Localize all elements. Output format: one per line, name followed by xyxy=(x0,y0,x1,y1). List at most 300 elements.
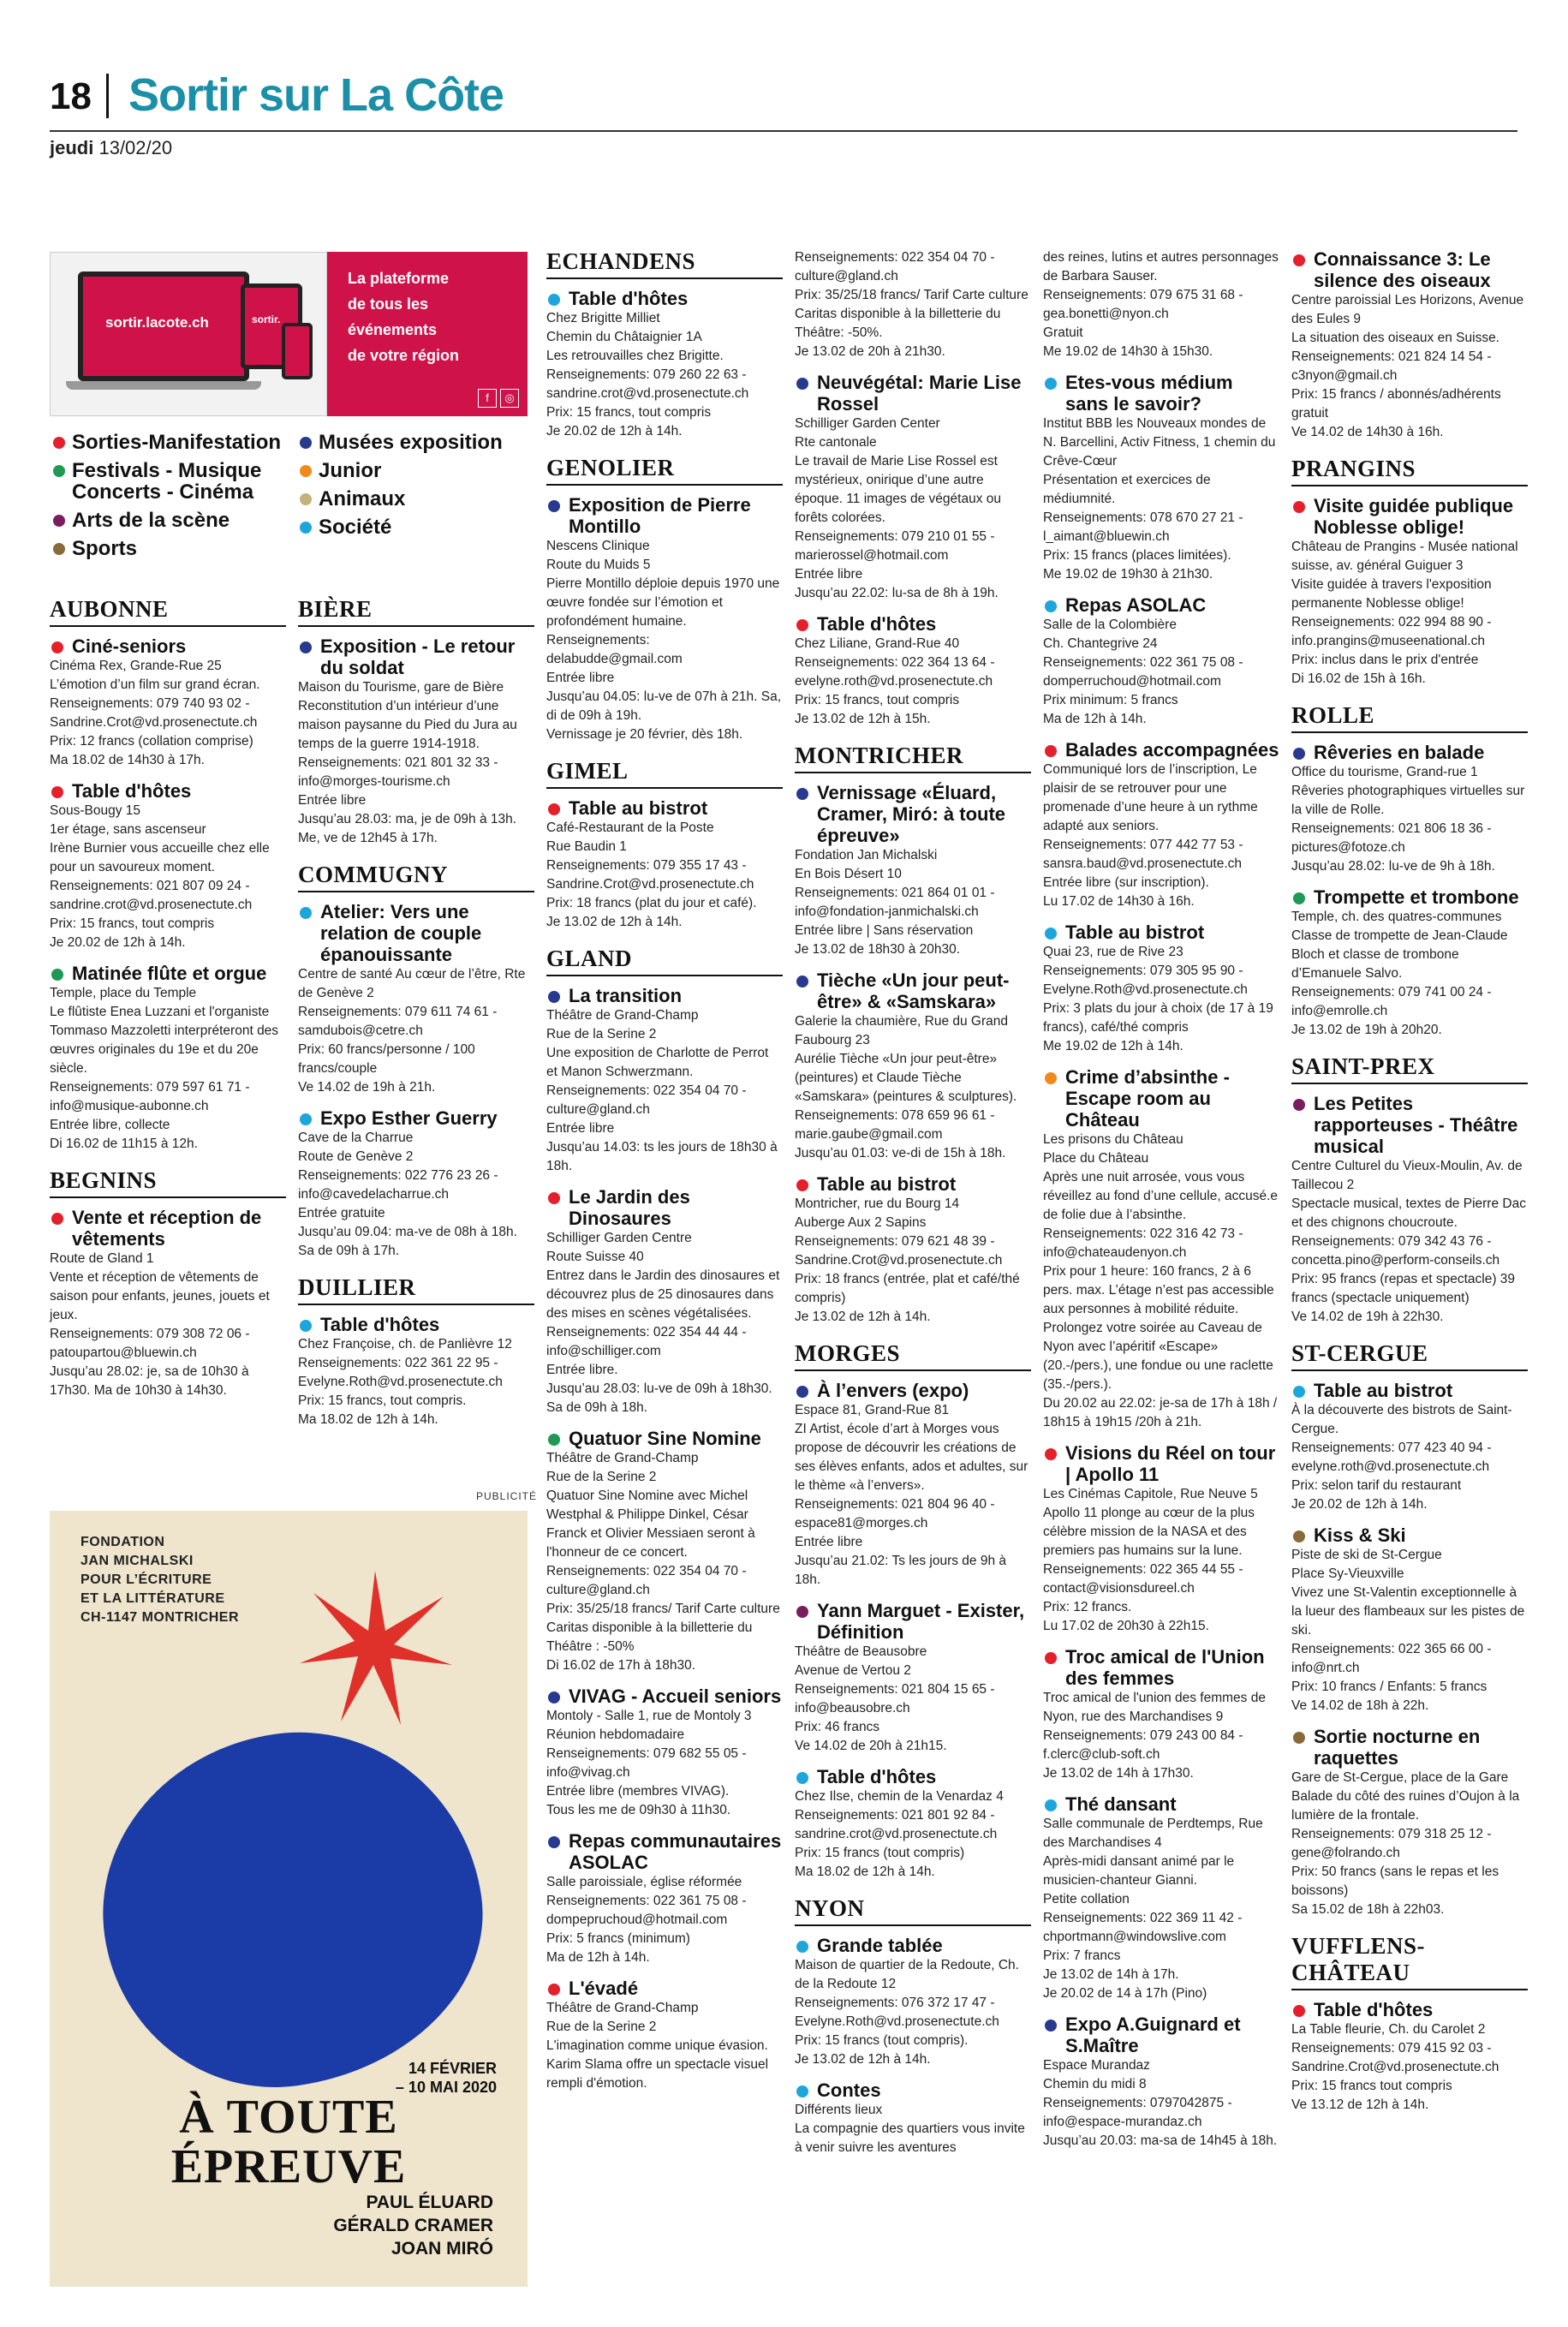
event-details: La Table fleurie, Ch. du Carolet 2 Renseignements: 079 415 92 03 - Sandrine.Crot@vd.prosenectute.ch Prix: 15 francs tout compris Ve 13.12 de 12h à 14h. xyxy=(1291,2022,1499,2112)
sortir-lacote-ad[interactable] xyxy=(50,252,528,416)
event-details: Chez Brigitte Milliet Chemin du Châtaignier 1A Les retrouvailles chez Brigitte. Renseignements: 079 260 22 63 - sandrine.crot@vd.prosenectute.ch Prix: 15 francs, tout compris Je 20.02 de 12h à 14h. xyxy=(546,311,749,439)
category-dot-icon xyxy=(1045,1652,1057,1664)
category-dot-icon xyxy=(300,465,312,477)
category-dot-icon xyxy=(300,907,312,919)
category-dot-icon xyxy=(796,378,808,390)
category-dot-icon xyxy=(1045,1072,1057,1084)
category-dot-icon xyxy=(1045,745,1057,757)
event-listing xyxy=(795,1173,1031,1327)
red-star-icon xyxy=(289,1562,461,1733)
event-title-text: Visite guidée publique Noblesse oblige! xyxy=(1314,495,1514,538)
page-number: 18 xyxy=(50,75,92,117)
category-dot-icon xyxy=(1293,1732,1305,1744)
event-title-text: Trompette et trombone xyxy=(1314,886,1519,908)
fondation-michalski-ad[interactable] xyxy=(50,1511,528,2287)
event-details: Nescens Clinique Route du Muids 5 Pierre Montillo déploie depuis 1970 une œuvre fondée sur l’émotion et profondément humaine. Renseignements: delabudde@gmail.com Entrée libre Jusqu’au 04.05: lu-ve de 07h à 21h. Sa, di de 09h à 19h. Vernissage je 20 février, dès 18h. xyxy=(546,539,782,742)
town-heading: GIMEL xyxy=(546,758,783,789)
event-details: Théâtre de Grand-Champ Rue de la Serine 2 Une exposition de Charlotte de Perrot et Manon Schwerzmann. Renseignements: 022 354 04 70 - culture@gland.ch Entrée libre Jusqu’au 14.03: ts les jours de 18h30 à 18h. xyxy=(546,1008,778,1173)
event-details: Les Cinémas Capitole, Rue Neuve 5 Apollo 11 plonge au cœur de la plus célèbre mission de la NASA et des premiers pas humains sur la lune. Renseignements: 022 365 44 55 - contact@visionsdureel.ch Prix: 12 francs. Lu 17.02 de 20h30 à 22h15. xyxy=(1043,1487,1258,1633)
category-dot-icon xyxy=(1045,1448,1057,1460)
event-title xyxy=(50,780,286,802)
event-title-text: Kiss & Ski xyxy=(1314,1524,1406,1546)
event-title-text: Table au bistrot xyxy=(1065,922,1205,943)
town-heading: AUBONNE xyxy=(50,596,286,627)
event-details: Montricher, rue du Bourg 14 Auberge Aux 2 Sapins Renseignements: 079 621 48 39 - Sandrine.Crot@vd.prosenectute.ch Prix: 18 francs (entrée, plat et café/thé compris) Je 13.02 de 12h à 14h. xyxy=(795,1196,1020,1324)
event-title xyxy=(795,1935,1031,1956)
legend-label: Junior xyxy=(319,459,382,482)
legend-label: Festivals - Musique xyxy=(72,459,262,482)
category-dot-icon xyxy=(548,1692,560,1703)
event-title xyxy=(546,1428,783,1449)
event-details: Centre Culturel du Vieux-Moulin, Av. de Taillecou 2 Spectacle musical, textes de Pierre Dac et des chignons choucroute. Renseignements: 079 342 43 76 - concetta.pino@perform-conseils.ch Prix: 95 francs (repas et spectacle) 39 francs (spectacle uniquement) Ve 14.02 de 19h à 22h30. xyxy=(1291,1159,1526,1324)
event-title-text: Sortie nocturne en raquettes xyxy=(1314,1726,1481,1769)
event-listing xyxy=(1291,742,1528,876)
event-details: Troc amical de l'union des femmes de Nyon, rue des Marchandises 9 Renseignements: 079 243 00 84 - f.clerc@club-soft.ch Je 13.02 de 14h à 17h30. xyxy=(1043,1691,1266,1781)
event-title xyxy=(795,2079,1031,2101)
event-details: Fondation Jan Michalski En Bois Désert 10 Renseignements: 021 864 01 01 - info@fondation-janmichalski.ch Entrée libre | Sans réservation Je 13.02 de 18h30 à 20h30. xyxy=(795,848,995,957)
event-title xyxy=(1043,1442,1279,1485)
category-dot-icon xyxy=(548,1984,560,1996)
event-details: Salle communale de Perdtemps, Rue des Marchandises 4 Après-midi dansant animé par le musicien-chanteur Gianni. Petite collation Renseignements: 022 369 11 42 - chportmann@windowslive.com Prix: 7 francs Je 13.02 de 14h à 17h. Je 20.02 de 14 à 17h (Pino) xyxy=(1043,1817,1263,2001)
event-title xyxy=(795,1766,1031,1787)
event-title-text: Connaissance 3: Le silence des oiseaux xyxy=(1314,248,1491,291)
event-listing xyxy=(298,1314,534,1429)
column-1 xyxy=(50,596,286,1411)
laptop-base xyxy=(66,381,261,390)
category-dot-icon xyxy=(300,1320,312,1332)
category-dot-icon xyxy=(300,641,312,653)
event-title-text: Crime d’absinthe - Escape room au Château xyxy=(1065,1066,1230,1131)
category-dot-icon xyxy=(1045,1799,1057,1811)
event-details: Chez Liliane, Grand-Rue 40 Renseignements: 022 364 13 64 - evelyne.roth@vd.prosenectute.ch Prix: 15 francs, tout compris Je 13.02 de 12h à 15h. xyxy=(795,636,995,726)
event-listing xyxy=(795,970,1031,1163)
category-dot-icon xyxy=(51,641,63,653)
legend-item xyxy=(51,538,281,559)
category-dot-icon xyxy=(1045,378,1057,390)
exhibition-title-line2: ÉPREUVE xyxy=(170,2140,407,2193)
event-title-text: Exposition - Le retour du soldat xyxy=(320,635,516,678)
event-title xyxy=(795,1380,1031,1401)
event-listing xyxy=(546,1830,783,1967)
legend-label: Arts de la scène xyxy=(72,509,230,532)
event-details: Renseignements: 022 354 04 70 - culture@gland.ch Prix: 35/25/18 francs/ Tarif Carte culture Caritas disponible à la billetterie du Théâtre: -50%. Je 13.02 de 20h à 21h30. xyxy=(795,250,1028,359)
legend-item xyxy=(51,510,281,531)
dateline xyxy=(50,137,172,159)
event-title xyxy=(546,797,783,819)
event-title xyxy=(546,1830,783,1873)
category-dot-icon xyxy=(300,493,312,505)
category-dot-icon xyxy=(51,786,63,798)
event-listing xyxy=(795,248,1031,361)
event-details: Espace 81, Grand-Rue 81 ZI Artist, école d’art à Morges vous propose de découvrir les créations de ses élèves enfants, ados et adultes, sur le thème «à l’envers». Renseignements: 021 804 96 40 - espace81@morges.ch Entrée libre Jusqu’au 21.02: Ts les jours de 9h à 18h. xyxy=(795,1403,1028,1587)
event-details: Théâtre de Grand-Champ Rue de la Serine 2 Quatuor Sine Nomine avec Michel Westphal & Philippe Dinkel, César Franck et Olivier Messiaen seront à l'honneur de ce concert. Renseignements: 022 354 04 70 - culture@gland.ch Prix: 35/25/18 francs/ Tarif Carte culture Caritas disponible à la billetterie du Théâtre : -50% Di 16.02 de 17h à 18h30. xyxy=(546,1451,780,1673)
date-label: 13/02/20 xyxy=(98,137,173,158)
event-title-text: Etes-vous médium sans le savoir? xyxy=(1065,372,1233,415)
category-dot-icon xyxy=(300,522,312,534)
event-title xyxy=(546,494,783,537)
event-listing xyxy=(795,782,1031,959)
category-dot-icon xyxy=(548,1192,560,1204)
event-listing xyxy=(1043,1793,1279,2003)
event-title xyxy=(795,372,1031,415)
category-dot-icon xyxy=(796,976,808,987)
event-details: Salle paroissiale, église réformée Renseignements: 022 361 75 08 - dompерruchoud@hotmail.com Prix: 5 francs (minimum) Ma de 12h à 14h. xyxy=(546,1875,747,1965)
tablet-text: sortir. xyxy=(252,313,281,325)
event-listing xyxy=(795,1600,1031,1756)
event-title-text: Le Jardin des Dinosaures xyxy=(569,1186,690,1229)
event-title-text: La transition xyxy=(569,985,683,1006)
category-dot-icon xyxy=(1045,2020,1057,2032)
publicite-label: PUBLICITÉ xyxy=(476,1490,538,1502)
category-dot-icon xyxy=(1293,254,1305,266)
event-details: Galerie la chaumière, Rue du Grand Faubourg 23 Aurélie Tièche «Un jour peut-être» (peintures) et Claude Tièche «Samskara» (peintures & sculptures). Renseignements: 078 659 96 61 - marie.gaube@gmail.com Jusqu’au 01.03: ve-di de 15h à 18h. xyxy=(795,1014,1017,1161)
event-listing xyxy=(50,635,286,770)
event-title xyxy=(1291,742,1528,763)
event-title xyxy=(546,1686,783,1707)
event-title-text: Matinée flûte et orgue xyxy=(72,963,267,984)
event-title xyxy=(795,613,1031,635)
category-dot-icon xyxy=(1293,501,1305,513)
category-dot-icon xyxy=(1293,748,1305,760)
event-listing xyxy=(546,1428,783,1675)
category-dot-icon xyxy=(796,1772,808,1784)
event-details: Maison de quartier de la Redoute, Ch. de la Redoute 12 Renseignements: 076 372 17 47 - Evelyne.Roth@vd.prosenectute.ch Prix: 15 francs (tout compris). Je 13.02 de 12h à 14h. xyxy=(795,1958,1019,2067)
event-title xyxy=(298,635,534,678)
category-dot-icon xyxy=(796,1606,808,1618)
event-details: Cave de la Charrue Route de Genève 2 Renseignements: 022 776 23 26 - info@cavedelacharrue.ch Entrée gratuite Jusqu’au 09.04: ma-ve de 08h à 18h. Sa de 09h à 17h. xyxy=(298,1131,517,1258)
event-title xyxy=(795,1600,1031,1643)
event-title xyxy=(795,1173,1031,1195)
event-title-text: Les Petites rapporteuses - Théâtre musical xyxy=(1314,1093,1518,1157)
event-title-text: Contes xyxy=(817,2079,881,2101)
event-listing xyxy=(1291,1380,1528,1514)
event-details: Espace Murandaz Chemin du midi 8 Renseignements: 0797042875 - info@espace-murandaz.ch Jusqu’au 20.03: ma-sa de 14h45 à 18h. xyxy=(1043,2058,1278,2148)
town-heading: MONTRICHER xyxy=(795,743,1031,773)
column-2 xyxy=(298,596,534,1440)
event-listing xyxy=(546,1186,783,1417)
legend-item xyxy=(298,488,503,510)
category-legend-right xyxy=(298,432,503,545)
event-details: Office du tourisme, Grand-rue 1 Rêveries photographiques virtuelles sur la ville de Rolle. Renseignements: 021 806 18 36 - pictures@fotoze.ch Jusqu’au 28.02: lu-ve de 9h à 18h. xyxy=(1291,765,1525,874)
event-listing xyxy=(1043,248,1279,361)
event-listing xyxy=(1043,1066,1279,1432)
exhibition-artists: PAUL ÉLUARD GÉRALD CRAMER JOAN MIRÓ xyxy=(333,2193,493,2258)
event-title xyxy=(1043,2014,1279,2056)
town-heading: MORGES xyxy=(795,1340,1031,1371)
town-heading: BEGNINS xyxy=(50,1167,286,1198)
category-dot-icon xyxy=(1045,928,1057,940)
event-listing xyxy=(546,797,783,932)
category-dot-icon xyxy=(796,1179,808,1191)
exhibition-dates: 14 FÉVRIER – 10 MAI 2020 xyxy=(395,2060,497,2096)
event-title-text: Thé dansant xyxy=(1065,1793,1177,1815)
category-dot-icon xyxy=(51,1213,63,1225)
blue-blob-artwork xyxy=(80,1709,504,2109)
legend-label: Sorties-Manifestation xyxy=(72,431,282,454)
town-heading: VUFFLENS-CHÂTEAU xyxy=(1291,1933,1528,1990)
category-dot-icon xyxy=(796,1941,808,1953)
event-title-text: Rêveries en balade xyxy=(1314,742,1485,763)
event-listing xyxy=(50,1207,286,1400)
event-details: Montoly - Salle 1, rue de Montoly 3 Réunion hebdomadaire Renseignements: 079 682 55 05 - info@vivag.ch Entrée libre (membres VIVAG). Tous les me de 09h30 à 11h30. xyxy=(546,1709,752,1817)
event-listing xyxy=(546,1978,783,2093)
event-title xyxy=(1291,495,1528,538)
legend-label: Société xyxy=(319,516,392,539)
event-title xyxy=(795,782,1031,846)
event-details: Maison du Tourisme, gare de Bière Reconstitution d’un intérieur d’une maison paysanne du Pied du Jura au temps de la guerre 1914-1918. Renseignements: 021 801 32 33 - info@morges-tourisme.ch Entrée libre Jusqu’au 28.03: ma, je de 09h à 13h. Me, ve de 12h45 à 17h. xyxy=(298,680,517,845)
event-listing xyxy=(795,372,1031,603)
event-title-text: À l’envers (expo) xyxy=(817,1380,969,1401)
event-details: À la découverte des bistrots de Saint-Cergue. Renseignements: 077 423 40 94 - evelyne.roth@vd.prosenectute.ch Prix: selon tarif du restaurant Je 20.02 de 12h à 14h. xyxy=(1291,1403,1512,1512)
event-listing xyxy=(1291,248,1528,442)
foundation-name: FONDATION JAN MICHALSKI POUR L’ÉCRITURE ET LA LITTÉRATURE CH-1147 MONTRICHER xyxy=(80,1535,240,1625)
event-title-text: Neuvégétal: Marie Lise Rossel xyxy=(817,372,1022,415)
event-title-text: Troc amical de l'Union des femmes xyxy=(1065,1646,1265,1689)
event-listing xyxy=(1291,1524,1528,1715)
event-title xyxy=(50,1207,286,1250)
event-title xyxy=(1291,1380,1528,1401)
event-details: Théâtre de Grand-Champ Rue de la Serine 2 L'imagination comme unique évasion. Karim Slama offre un spectacle visuel rempli d'émotion. xyxy=(546,2001,769,2091)
event-listing xyxy=(50,780,286,952)
event-title-text: Ciné-seniors xyxy=(72,635,187,657)
event-listing xyxy=(1043,1442,1279,1636)
event-listing xyxy=(1291,495,1528,689)
event-title-text: Yann Marguet - Exister, Définition xyxy=(817,1600,1025,1643)
category-dot-icon xyxy=(51,969,63,981)
town-heading: ECHANDENS xyxy=(546,248,783,279)
event-title xyxy=(1043,372,1279,415)
legend-label: Musées exposition xyxy=(319,431,503,454)
event-title-text: Vente et réception de vêtements xyxy=(72,1207,262,1250)
event-listing xyxy=(298,635,534,848)
town-heading: NYON xyxy=(795,1895,1031,1926)
event-title xyxy=(298,1314,534,1335)
category-dot-icon xyxy=(300,1113,312,1125)
town-heading: SAINT-PREX xyxy=(1291,1053,1528,1084)
event-title-text: Table au bistrot xyxy=(817,1173,957,1195)
category-dot-icon xyxy=(53,515,65,527)
event-title-text: Table d'hôtes xyxy=(817,613,937,635)
event-title xyxy=(1291,886,1528,908)
category-dot-icon xyxy=(53,465,65,477)
legend-item xyxy=(51,432,281,453)
column-3 xyxy=(546,248,783,2103)
event-listing xyxy=(1043,594,1279,729)
event-listing xyxy=(795,1766,1031,1882)
event-listing xyxy=(1043,739,1279,911)
category-dot-icon xyxy=(548,1434,560,1446)
event-title xyxy=(1043,922,1279,943)
category-dot-icon xyxy=(1293,1386,1305,1398)
town-heading: PRANGINS xyxy=(1291,456,1528,486)
event-listing xyxy=(1291,886,1528,1040)
legend-label: Animaux xyxy=(319,487,406,510)
event-details: Piste de ski de St-Cergue Place Sy-Vieuxville Vivez une St-Valentin exceptionnelle à la lueur des flambeaux sur les pistes de ski. Renseignements: 022 365 66 00 - info@nrt.ch Prix: 10 francs / Enfants: 5 francs Ve 14.02 de 18h à 22h. xyxy=(1291,1548,1525,1713)
event-title-text: L'évadé xyxy=(569,1978,639,1999)
event-listing xyxy=(1043,2014,1279,2151)
event-title-text: Repas communautaires ASOLAC xyxy=(569,1830,782,1873)
town-heading: ST-CERGUE xyxy=(1291,1340,1528,1371)
category-dot-icon xyxy=(548,294,560,306)
event-listing xyxy=(795,1380,1031,1590)
event-details: Quai 23, rue de Rive 23 Renseignements: 079 305 95 90 - Evelyne.Roth@vd.prosenectute.ch Prix: 3 plats du jour à choix (de 17 à 19 francs), café/thé compris Me 19.02 de 12h à 14h. xyxy=(1043,945,1273,1053)
event-listing xyxy=(546,288,783,441)
legend-label: Concerts - Cinéma xyxy=(72,480,254,504)
event-details: Route de Gland 1 Vente et réception de vêtements de saison pour enfants, jeunes, jouets et jeux. Renseignements: 079 308 72 06 - patoupartou@bluewin.ch Jusqu’au 28.02: je, sa de 10h30 à 17h30. Ma de 10h30 à 14h30. xyxy=(50,1251,270,1398)
column-6 xyxy=(1291,248,1528,2125)
category-dot-icon xyxy=(548,500,560,512)
category-dot-icon xyxy=(796,1386,808,1398)
category-dot-icon xyxy=(1293,1099,1305,1111)
town-heading: DUILLIER xyxy=(298,1274,534,1305)
event-details: Café-Restaurant de la Poste Rue Baudin 1 Renseignements: 079 355 17 43 - Sandrine.Crot@vd.prosenectute.ch Prix: 18 francs (plat du jour et café). Je 13.02 de 12h à 14h. xyxy=(546,820,757,929)
day-label: jeudi xyxy=(50,137,94,158)
category-dot-icon xyxy=(53,543,65,555)
category-dot-icon xyxy=(1293,1530,1305,1542)
event-title-text: Repas ASOLAC xyxy=(1065,594,1207,616)
event-title-text: Table d'hôtes xyxy=(72,780,192,802)
facebook-icon[interactable]: f xyxy=(478,389,497,408)
event-listing xyxy=(50,963,286,1154)
event-title xyxy=(1291,1999,1528,2020)
event-listing xyxy=(795,2079,1031,2157)
event-details: Institut BBB les Nouveaux mondes de N. Barcellini, Activ Fitness, 1 chemin du Crêve-Cœur Présentation et exercices de médiumnité. Renseignements: 078 670 27 21 - l_aimant@bluewin.ch Prix: 15 francs (places limitées). Me 19.02 de 19h30 à 21h30. xyxy=(1043,416,1276,582)
category-dot-icon xyxy=(1045,600,1057,612)
category-dot-icon xyxy=(300,437,312,449)
event-details: Schilliger Garden Center Rte cantonale Le travail de Marie Lise Rossel est mystérieux, onirique d’une autre époque. 11 images de végétaux ou forêts colorées. Renseignements: 079 210 01 55 - marierossel@hotmail.com Entrée libre Jusqu’au 22.02: lu-sa de 8h à 19h. xyxy=(795,416,1002,600)
category-legend-left xyxy=(51,432,281,566)
event-title-text: Vernissage «Éluard, Cramer, Miró: à toute épreuve» xyxy=(817,782,1006,846)
event-title xyxy=(1043,739,1279,761)
event-title xyxy=(546,985,783,1006)
event-listing xyxy=(795,1935,1031,2069)
exhibition-title-line1: À TOUTE xyxy=(179,2091,398,2144)
event-title-text: Expo A.Guignard et S.Maître xyxy=(1065,2014,1241,2056)
event-listing xyxy=(298,901,534,1097)
event-title-text: Grande tablée xyxy=(817,1935,943,1956)
event-listing xyxy=(1043,922,1279,1056)
event-title xyxy=(1291,1093,1528,1157)
event-listing xyxy=(1043,372,1279,584)
event-title-text: Expo Esther Guerry xyxy=(320,1107,498,1129)
column-4 xyxy=(795,248,1031,2168)
event-details: Théâtre de Beausobre Avenue de Vertou 2 Renseignements: 021 804 15 65 - info@beausobre.ch Prix: 46 francs Ve 14.02 de 20h à 21h15. xyxy=(795,1644,995,1753)
instagram-icon[interactable]: ◎ xyxy=(500,389,519,408)
event-title xyxy=(1043,1646,1279,1689)
ad-devices-panel xyxy=(50,252,327,416)
header-rule xyxy=(50,130,1517,132)
event-title xyxy=(1043,1793,1279,1815)
category-dot-icon xyxy=(796,619,808,631)
event-title xyxy=(298,1107,534,1129)
event-details: Sous-Bougy 15 1er étage, sans ascenseur Irène Burnier vous accueille chez elle pour un savoureux moment. Renseignements: 021 807 09 24 - sandrine.crot@vd.prosenectute.ch Prix: 15 francs, tout compris Je 20.02 de 12h à 14h. xyxy=(50,803,270,950)
event-listing xyxy=(1291,1999,1528,2115)
event-title xyxy=(50,635,286,657)
event-details: Schilliger Garden Centre Route Suisse 40 Entrez dans le Jardin des dinosaures et découvrez plus de 25 dinosaures dans des mises en scènes végétalisées. Renseignements: 022 354 44 44 - info@schilliger.com Entrée libre. Jusqu’au 28.03: lu-ve de 09h à 18h30. Sa de 09h à 18h. xyxy=(546,1231,780,1415)
header-divider xyxy=(106,74,109,118)
event-title xyxy=(1043,594,1279,616)
event-details: Château de Prangins - Musée national suisse, av. général Guiguer 3 Visite guidée à travers l'exposition permanente Noblesse oblige! Renseignements: 022 994 88 90 - info.prangins@museenational.ch Prix: inclus dans le prix d'entrée Di 16.02 de 15h à 16h. xyxy=(1291,540,1518,686)
category-dot-icon xyxy=(1293,892,1305,904)
event-title-text: Quatuor Sine Nomine xyxy=(569,1428,761,1449)
category-dot-icon xyxy=(796,2085,808,2097)
event-listing xyxy=(546,494,783,744)
legend-item xyxy=(298,516,503,538)
event-title xyxy=(1291,1524,1528,1546)
legend-item xyxy=(51,460,281,481)
social-icons xyxy=(474,389,519,408)
event-details: Centre paroissial Les Horizons, Avenue des Eules 9 La situation des oiseaux en Suisse. Renseignements: 021 824 14 54 - c3nyon@gmail.ch Prix: 15 francs / abonnés/adhérents gratuit Ve 14.02 de 14h30 à 16h. xyxy=(1291,293,1524,439)
column-5 xyxy=(1043,248,1279,2161)
event-details: Temple, ch. des quatres-communes Classe de trompette de Jean-Claude Bloch et classe de trombone d’Emanuele Salvo. Renseignements: 079 741 00 24 - info@emrolle.ch Je 13.02 de 19h à 20h20. xyxy=(1291,910,1508,1037)
event-details: Centre de santé Au cœur de l’être, Rte de Genève 2 Renseignements: 079 611 74 61 - samdubois@cetre.ch Prix: 60 francs/personne / 100 francs/couple Ve 14.02 de 19h à 21h. xyxy=(298,967,526,1095)
ad-text-panel xyxy=(327,252,528,416)
category-dot-icon xyxy=(1293,2005,1305,2017)
event-title-text: Balades accompagnées xyxy=(1065,739,1279,761)
category-dot-icon xyxy=(548,991,560,1003)
event-title-text: Table d'hôtes xyxy=(1314,1999,1434,2020)
event-listing xyxy=(546,985,783,1176)
event-listing xyxy=(1043,1646,1279,1783)
town-heading: GLAND xyxy=(546,946,783,976)
event-title xyxy=(546,1978,783,1999)
page-header xyxy=(50,70,1517,130)
legend-item xyxy=(298,460,503,481)
event-details: des reines, lutins et autres personnages de Barbara Sauser. Renseignements: 079 675 31 68 - gea.bonetti@nyon.ch Gratuit Me 19.02 de 14h30 à 15h30. xyxy=(1043,250,1279,359)
event-details: Chez Ilse, chemin de la Venardaz 4 Renseignements: 021 801 92 84 - sandrine.crot@vd.prosenectute.ch Prix: 15 francs (tout compris) Ma 18.02 de 12h à 14h. xyxy=(795,1789,1004,1879)
event-details: Cinéma Rex, Grande-Rue 25 L’émotion d’un film sur grand écran. Renseignements: 079 740 93 02 - Sandrine.Crot@vd.prosenectute.ch Prix: 12 francs (collation comprise) Ma 18.02 de 14h30 à 17h. xyxy=(50,659,260,767)
event-title-text: Visions du Réel on tour | Apollo 11 xyxy=(1065,1442,1276,1485)
event-listing xyxy=(795,613,1031,729)
event-listing xyxy=(298,1107,534,1261)
event-title xyxy=(546,1186,783,1229)
event-title-text: VIVAG - Accueil seniors xyxy=(569,1686,782,1707)
category-dot-icon xyxy=(53,437,65,449)
event-title xyxy=(795,970,1031,1012)
event-title xyxy=(50,963,286,984)
event-title-text: Table d'hôtes xyxy=(817,1766,937,1787)
town-heading: BIÈRE xyxy=(298,596,534,627)
event-details: Différents lieux La compagnie des quartiers vous invite à venir suivre les aventures xyxy=(795,2103,1025,2155)
event-title-text: Atelier: Vers une relation de couple épanouissante xyxy=(320,901,482,965)
event-title xyxy=(1291,248,1528,291)
event-listing xyxy=(546,1686,783,1820)
category-dot-icon xyxy=(548,803,560,815)
event-details: Chez Françoise, ch. de Panlièvre 12 Renseignements: 022 361 22 95 - Evelyne.Roth@vd.prosenectute.ch Prix: 15 francs, tout compris. Ma 18.02 de 12h à 14h. xyxy=(298,1337,512,1427)
event-details: Temple, place du Temple Le flûtiste Enea Luzzani et l'organiste Tommaso Mazzoletti interpréteront des œuvres originales du 19e et du 20e siècle. Renseignements: 079 597 61 71 - info@musique-aubonne.ch Entrée libre, collecte Di 16.02 de 11h15 à 12h. xyxy=(50,986,279,1151)
laptop-icon xyxy=(78,271,249,381)
event-title xyxy=(1291,1726,1528,1769)
event-title xyxy=(546,288,783,309)
legend-item xyxy=(298,432,503,453)
event-details: Gare de St-Cergue, place de la Gare Balade du côté des ruines d’Oujon à la lumière de la frontale. Renseignements: 079 318 25 12 - gene@folrando.ch Prix: 50 francs (sans le repas et les boissons) Sa 15.02 de 18h à 22h03. xyxy=(1291,1770,1520,1917)
category-dot-icon xyxy=(796,788,808,800)
event-title xyxy=(1043,1066,1279,1131)
event-title xyxy=(298,901,534,965)
legend-label: Sports xyxy=(72,537,138,560)
event-title-text: Tièche «Un jour peut-être» & «Samskara» xyxy=(817,970,1010,1012)
event-title-text: Exposition de Pierre Montillo xyxy=(569,494,751,537)
event-title-text: Table au bistrot xyxy=(1314,1380,1453,1401)
event-title-text: Table au bistrot xyxy=(569,797,708,819)
event-listing xyxy=(1291,1093,1528,1327)
phone-icon xyxy=(282,323,313,379)
laptop-text: sortir.lacote.ch xyxy=(105,314,209,331)
section-title: Sortir sur La Côte xyxy=(128,69,504,121)
event-listing xyxy=(1291,1726,1528,1919)
town-heading: GENOLIER xyxy=(546,455,783,486)
ad-tagline: La plateforme de tous les événements de votre région xyxy=(348,270,460,364)
